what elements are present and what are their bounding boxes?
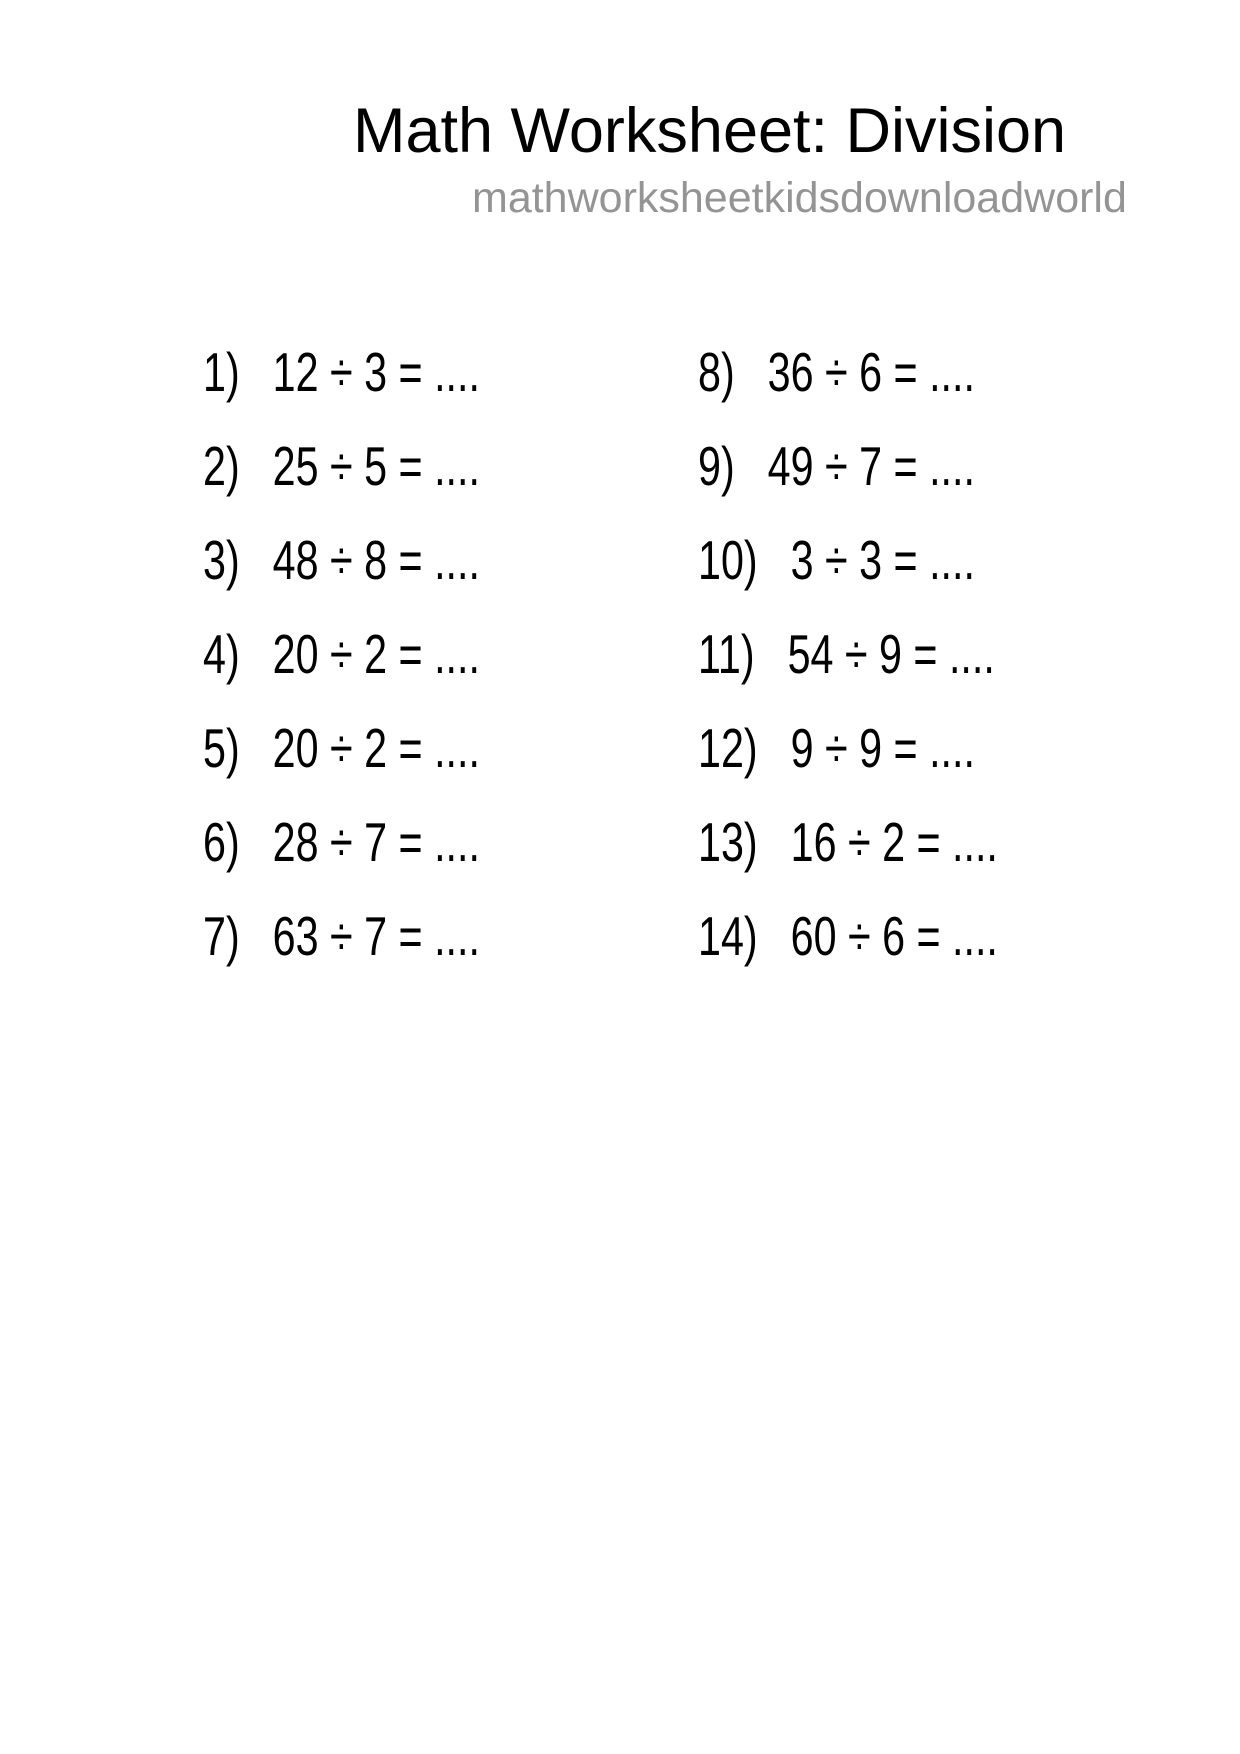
problem-row: [203, 811, 480, 905]
problem-number: 14): [698, 905, 758, 967]
problem-row: [698, 623, 998, 717]
problem-expression: 60 ÷ 6 = ....: [790, 905, 998, 967]
problem-row: [203, 717, 480, 811]
problem-number: 8): [698, 341, 735, 403]
site-watermark: mathworksheetkidsdownloadworld: [472, 174, 1127, 222]
problem-expression: 9 ÷ 9 = ....: [790, 717, 975, 779]
problem-row: [698, 905, 998, 999]
problem-expression: 54 ÷ 9 = ....: [787, 623, 995, 685]
problem-number: 13): [698, 811, 758, 873]
problem-row: [698, 811, 998, 905]
problem-number: 10): [698, 529, 758, 591]
problem-expression: 25 ÷ 5 = ....: [272, 435, 480, 497]
problem-expression: 20 ÷ 2 = ....: [272, 623, 480, 685]
problem-number: 6): [203, 811, 240, 873]
problems-column-left: [203, 341, 480, 999]
problem-number: 2): [203, 435, 240, 497]
page-title: Math Worksheet: Division: [353, 96, 1067, 166]
problem-number: 1): [203, 341, 240, 403]
problem-row: [203, 341, 480, 435]
problem-row: [203, 529, 480, 623]
problem-expression: 63 ÷ 7 = ....: [272, 905, 480, 967]
problem-expression: 12 ÷ 3 = ....: [272, 341, 480, 403]
problem-expression: 3 ÷ 3 = ....: [790, 529, 975, 591]
problem-number: 7): [203, 905, 240, 967]
problem-row: [698, 717, 998, 811]
problem-row: [698, 435, 998, 529]
problem-row: [203, 435, 480, 529]
problem-row: [698, 341, 998, 435]
problem-number: 9): [698, 435, 735, 497]
problem-number: 5): [203, 717, 240, 779]
problem-number: 12): [698, 717, 758, 779]
problems-column-right: [698, 341, 998, 999]
problem-expression: 20 ÷ 2 = ....: [272, 717, 480, 779]
problem-expression: 48 ÷ 8 = ....: [272, 529, 480, 591]
problem-number: 3): [203, 529, 240, 591]
problem-expression: 28 ÷ 7 = ....: [272, 811, 480, 873]
problem-row: [203, 905, 480, 999]
problem-number: 4): [203, 623, 240, 685]
problem-row: [698, 529, 998, 623]
problem-expression: 16 ÷ 2 = ....: [790, 811, 998, 873]
problem-expression: 49 ÷ 7 = ....: [767, 435, 975, 497]
problem-row: [203, 623, 480, 717]
problem-expression: 36 ÷ 6 = ....: [767, 341, 975, 403]
problem-number: 11): [698, 623, 755, 685]
